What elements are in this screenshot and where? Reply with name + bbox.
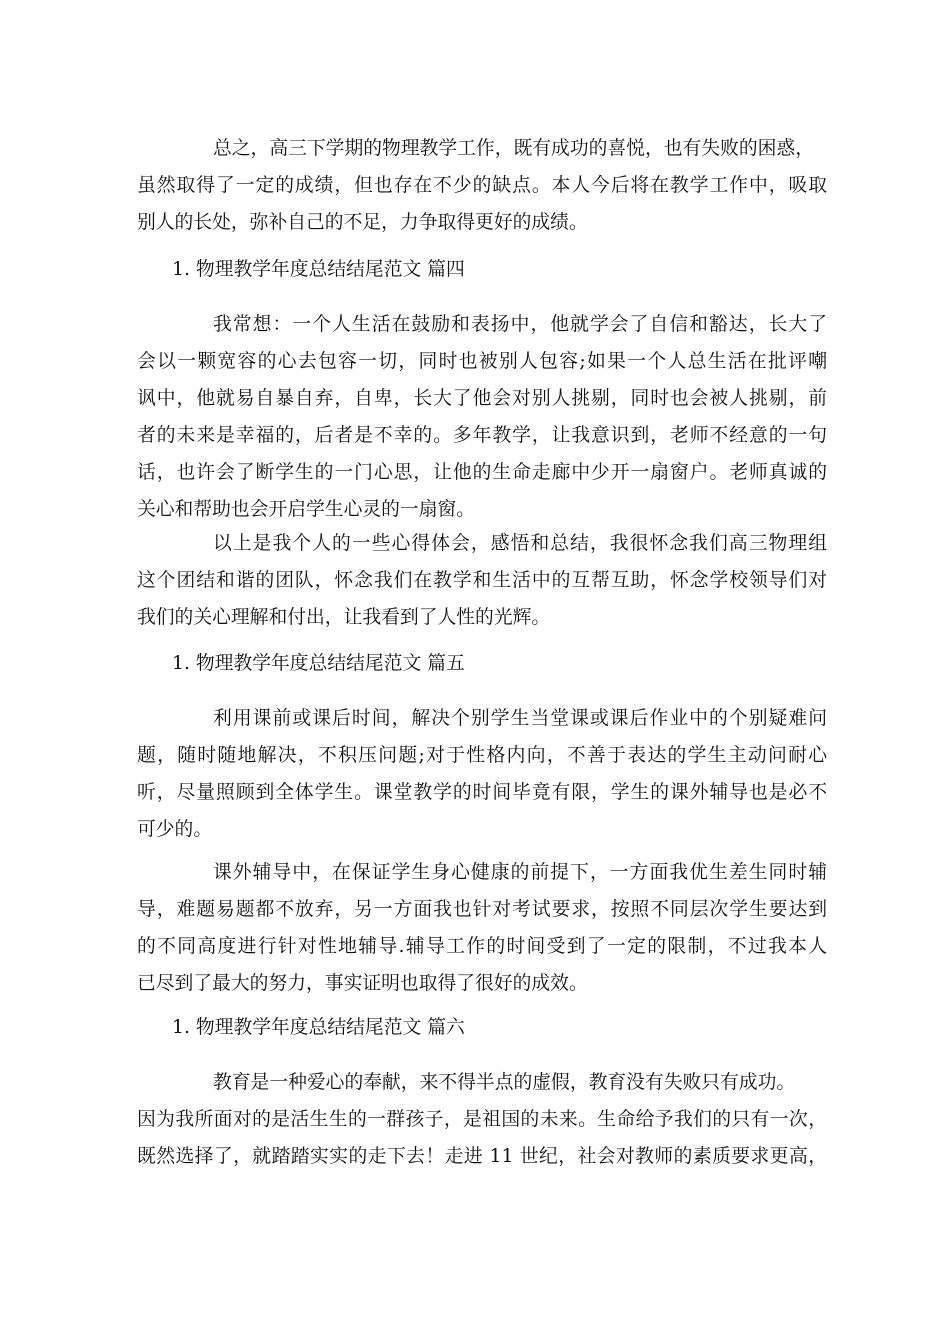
paragraph-line: 既然选择了，就踏踏实实的走下去！走进 11 世纪，社会对教师的素质要求更高， bbox=[137, 1146, 827, 1167]
paragraph-extracurricular bbox=[137, 854, 827, 1002]
paragraph-line: 已尽到了最大的努力，事实证明也取得了很好的成效。 bbox=[137, 973, 588, 994]
paragraph-line: 利用课前或课后时间，解决个别学生当堂课或课后作业中的个别疑难问 bbox=[213, 708, 827, 729]
paragraph-line: 可少的。 bbox=[137, 819, 213, 840]
section-heading-4: 1. 物理教学年度总结结尾范文 篇四 bbox=[172, 259, 465, 280]
paragraph-summary bbox=[137, 130, 827, 241]
paragraph-line: 会以一颗宽容的心去包容一切，同时也被别人包容;如果一个人总生活在批评嘲 bbox=[137, 351, 827, 372]
paragraph-line: 题，随时随地解决，不积压问题;对于性格内向，不善于表达的学生主动问耐心 bbox=[137, 745, 827, 766]
paragraph-line: 总之，高三下学期的物理教学工作，既有成功的喜悦，也有失败的困惑， bbox=[213, 138, 814, 159]
paragraph-line: 讽中，他就易自暴自弃，自卑，长大了他会对别人挑剔，同时也会被人挑剔，前 bbox=[137, 388, 827, 409]
paragraph-line: 以上是我个人的一些心得体会，感悟和总结，我很怀念我们高三物理组 bbox=[213, 533, 827, 554]
paragraph-line: 我常想：一个人生活在鼓励和表扬中，他就学会了自信和豁达，长大了 bbox=[213, 314, 827, 335]
paragraph-line: 话，也许会了断学生的一门心思，让他的生命走廊中少开一扇窗户。老师真诚的 bbox=[137, 462, 827, 483]
paragraph-line: 者的未来是幸福的，后者是不幸的。多年教学，让我意识到，老师不经意的一句 bbox=[137, 425, 827, 446]
paragraph-line: 的不同高度进行针对性地辅导.辅导工作的时间受到了一定的限制，不过我本人 bbox=[137, 936, 827, 957]
paragraph-reflection bbox=[137, 525, 827, 636]
paragraph-line: 别人的长处，弥补自己的不足，力争取得更好的成绩。 bbox=[137, 212, 588, 233]
paragraph-line: 教育是一种爱心的奉献，来不得半点的虚假，教育没有失败只有成功。 bbox=[213, 1072, 796, 1093]
paragraph-encouragement bbox=[137, 306, 827, 528]
paragraph-tutoring-time bbox=[137, 700, 827, 848]
paragraph-line: 关心和帮助也会开启学生心灵的一扇窗。 bbox=[137, 499, 476, 520]
paragraph-line: 课外辅导中，在保证学生身心健康的前提下，一方面我优生差生同时辅 bbox=[213, 862, 827, 883]
section-heading-6: 1. 物理教学年度总结结尾范文 篇六 bbox=[172, 1017, 465, 1038]
paragraph-line: 这个团结和谐的团队，怀念我们在教学和生活中的互帮互助，怀念学校领导们对 bbox=[137, 570, 827, 591]
paragraph-line: 因为我所面对的是活生生的一群孩子，是祖国的未来。生命给予我们的只有一次， bbox=[137, 1109, 827, 1130]
paragraph-line: 导，难题易题都不放弃，另一方面我也针对考试要求，按照不同层次学生要达到 bbox=[137, 899, 827, 920]
paragraph-line: 虽然取得了一定的成绩，但也存在不少的缺点。本人今后将在教学工作中，吸取 bbox=[137, 175, 827, 196]
paragraph-education-love bbox=[137, 1064, 827, 1175]
paragraph-line: 我们的关心理解和付出，让我看到了人性的光辉。 bbox=[137, 607, 551, 628]
section-heading-5: 1. 物理教学年度总结结尾范文 篇五 bbox=[172, 653, 465, 674]
paragraph-line: 听，尽量照顾到全体学生。课堂教学的时间毕竟有限，学生的课外辅导也是必不 bbox=[137, 782, 827, 803]
